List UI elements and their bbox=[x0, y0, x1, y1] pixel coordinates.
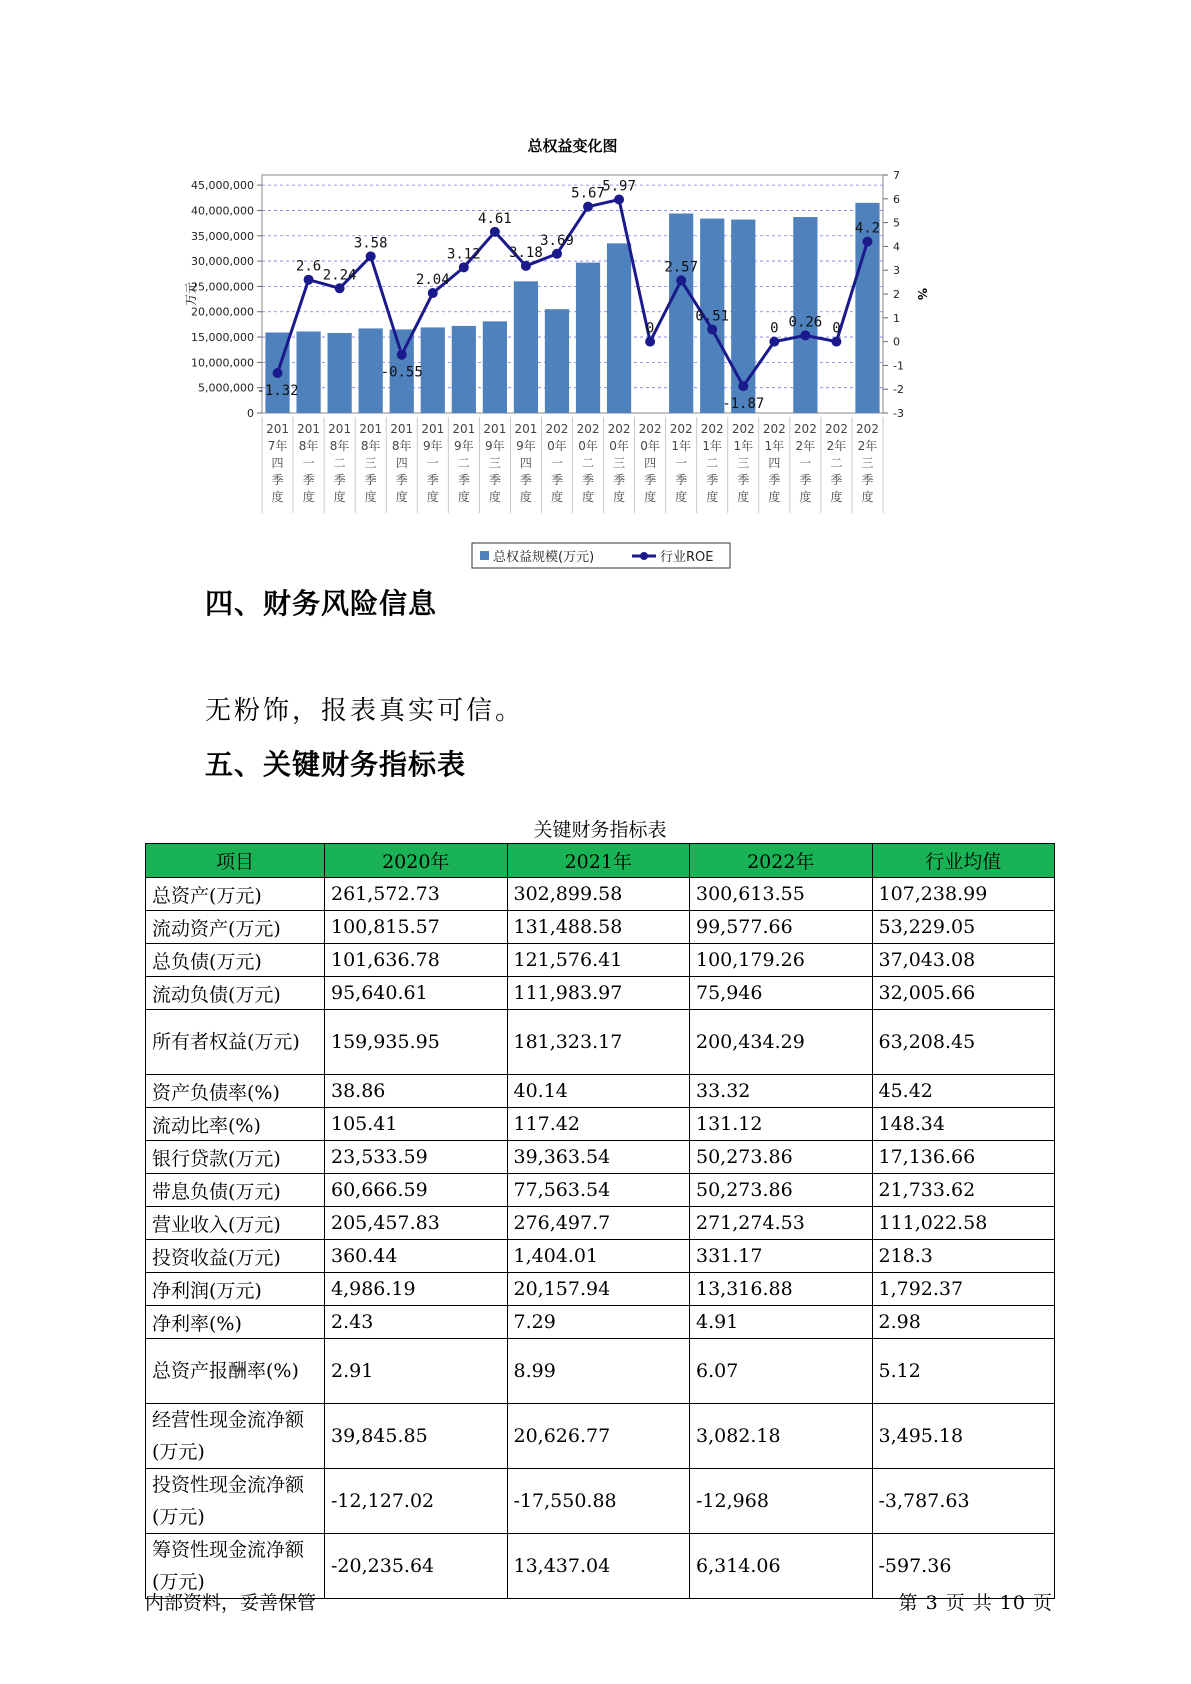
table-row bbox=[146, 944, 1055, 977]
cell-value: -17,550.88 bbox=[507, 1469, 690, 1534]
cell-value: 38.86 bbox=[325, 1075, 508, 1108]
x-tick-label: 季 bbox=[830, 473, 843, 487]
cell-value: 13,316.88 bbox=[690, 1273, 873, 1306]
row-label: 经营性现金流净额(万元) bbox=[146, 1404, 325, 1469]
bar bbox=[514, 281, 538, 413]
legend-label-equity: 总权益规模(万元) bbox=[493, 550, 595, 565]
x-tick-label: 季 bbox=[488, 473, 501, 487]
cell-value: -20,235.64 bbox=[325, 1534, 508, 1599]
row-label: 总负债(万元) bbox=[146, 944, 325, 977]
header-industry-avg: 行业均值 bbox=[872, 844, 1055, 878]
x-tick-label: 9年 bbox=[516, 439, 536, 453]
table-row bbox=[146, 1469, 1055, 1534]
cell-value: 95,640.61 bbox=[325, 977, 508, 1010]
x-tick-label: 度 bbox=[737, 490, 750, 504]
footer-confidential: 内部资料，妥善保管 bbox=[145, 1592, 317, 1614]
cell-value: 300,613.55 bbox=[690, 878, 873, 911]
table-row bbox=[146, 977, 1055, 1010]
bar bbox=[607, 243, 631, 413]
x-tick-label: 一 bbox=[550, 456, 563, 470]
table-row bbox=[146, 1207, 1055, 1240]
roe-data-label: 2.57 bbox=[664, 259, 699, 276]
y-tick-label: 15,000,000 bbox=[191, 331, 254, 345]
roe-point bbox=[738, 381, 748, 391]
roe-data-label: 2.6 bbox=[295, 258, 322, 275]
y2-tick-label: 5 bbox=[893, 216, 900, 230]
roe-data-label: -1.87 bbox=[722, 396, 765, 413]
x-tick-label: 四 bbox=[395, 456, 408, 470]
y2-tick-label: 1 bbox=[893, 311, 900, 325]
x-tick-label: 1年 bbox=[733, 439, 754, 453]
x-tick-label: 季 bbox=[799, 473, 812, 487]
cell-value: 37,043.08 bbox=[872, 944, 1055, 977]
legend-swatch-point bbox=[640, 552, 648, 560]
x-tick-label: 202 bbox=[856, 422, 879, 436]
x-tick-label: 202 bbox=[638, 422, 662, 436]
x-tick-label: 二 bbox=[706, 456, 719, 470]
roe-data-label: 0.51 bbox=[695, 308, 730, 325]
roe-point bbox=[397, 350, 407, 360]
cell-value: -3,787.63 bbox=[872, 1469, 1055, 1534]
roe-data-label: -0.55 bbox=[380, 364, 423, 381]
x-tick-label: 季 bbox=[861, 473, 874, 487]
x-tick-label: 一 bbox=[799, 456, 812, 470]
cell-value: 4.91 bbox=[690, 1306, 873, 1339]
x-tick-label: 202 bbox=[607, 422, 631, 436]
cell-value: 100,179.26 bbox=[690, 944, 873, 977]
cell-value: 5.12 bbox=[872, 1339, 1055, 1404]
roe-point bbox=[304, 275, 314, 285]
cell-value: 17,136.66 bbox=[872, 1141, 1055, 1174]
row-label: 流动负债(万元) bbox=[146, 977, 325, 1010]
cell-value: 121,576.41 bbox=[507, 944, 690, 977]
table-row bbox=[146, 1306, 1055, 1339]
x-tick-label: 9年 bbox=[485, 439, 505, 453]
cell-value: 4,986.19 bbox=[325, 1273, 508, 1306]
x-tick-label: 202 bbox=[669, 422, 693, 436]
roe-data-label: -1.32 bbox=[256, 383, 299, 400]
x-tick-label: 8年 bbox=[298, 439, 319, 453]
bar bbox=[328, 333, 352, 413]
x-tick-label: 季 bbox=[737, 473, 750, 487]
roe-data-label: 2.04 bbox=[415, 272, 450, 289]
x-tick-label: 0年 bbox=[547, 439, 567, 453]
table-row bbox=[146, 911, 1055, 944]
x-tick-label: 201 bbox=[297, 422, 321, 436]
bar bbox=[545, 309, 569, 413]
row-label: 带息负债(万元) bbox=[146, 1174, 325, 1207]
chart-title: 总权益变化图 bbox=[527, 137, 618, 155]
legend-swatch-bar bbox=[480, 551, 489, 560]
table-row bbox=[146, 878, 1055, 911]
x-tick-label: 202 bbox=[793, 422, 817, 436]
x-tick-label: 季 bbox=[364, 473, 377, 487]
x-tick-label: 度 bbox=[644, 490, 657, 504]
x-tick-label: 度 bbox=[271, 490, 284, 504]
roe-data-label: 3.58 bbox=[353, 235, 388, 252]
x-tick-label: 季 bbox=[644, 473, 657, 487]
cell-value: 99,577.66 bbox=[690, 911, 873, 944]
roe-data-label: 4.2 bbox=[854, 220, 881, 237]
cell-value: -12,968 bbox=[690, 1469, 873, 1534]
x-tick-label: 季 bbox=[550, 473, 563, 487]
section-4-text: 无粉饰，报表真实可信。 bbox=[205, 696, 525, 726]
cell-value: 111,022.58 bbox=[872, 1207, 1055, 1240]
cell-value: 302,899.58 bbox=[507, 878, 690, 911]
header-item: 项目 bbox=[146, 844, 325, 878]
x-tick-label: 度 bbox=[488, 490, 501, 504]
cell-value: 181,323.17 bbox=[507, 1010, 690, 1075]
roe-point bbox=[614, 195, 624, 205]
y2-tick-label: 3 bbox=[893, 264, 900, 278]
x-tick-label: 一 bbox=[302, 456, 315, 470]
x-tick-label: 度 bbox=[395, 490, 408, 504]
x-tick-label: 201 bbox=[421, 422, 445, 436]
roe-point bbox=[366, 251, 376, 261]
roe-point bbox=[273, 368, 283, 378]
x-tick-label: 2年 bbox=[826, 439, 847, 453]
cell-value: 6.07 bbox=[690, 1339, 873, 1404]
x-tick-label: 0年 bbox=[609, 439, 629, 453]
y-tick-label: 5,000,000 bbox=[198, 381, 254, 395]
cell-value: 50,273.86 bbox=[690, 1141, 873, 1174]
x-tick-label: 季 bbox=[426, 473, 439, 487]
plot-area bbox=[262, 175, 883, 413]
x-tick-label: 2年 bbox=[857, 439, 878, 453]
row-label: 净利润(万元) bbox=[146, 1273, 325, 1306]
cell-value: 45.42 bbox=[872, 1075, 1055, 1108]
roe-point bbox=[831, 337, 841, 347]
equity-chart bbox=[180, 135, 1000, 595]
x-tick-label: 202 bbox=[762, 422, 786, 436]
x-tick-label: 度 bbox=[861, 490, 874, 504]
x-tick-label: 度 bbox=[768, 490, 781, 504]
table-row bbox=[146, 1339, 1055, 1404]
table-caption: 关键财务指标表 bbox=[533, 819, 667, 841]
x-tick-label: 季 bbox=[613, 473, 626, 487]
x-tick-label: 三 bbox=[488, 456, 501, 470]
row-label: 筹资性现金流净额(万元) bbox=[146, 1534, 325, 1599]
cell-value: 8.99 bbox=[507, 1339, 690, 1404]
cell-value: 271,274.53 bbox=[690, 1207, 873, 1240]
roe-data-label: 3.18 bbox=[509, 244, 543, 261]
header-2021: 2021年 bbox=[507, 844, 690, 878]
y2-tick-label: -2 bbox=[893, 383, 904, 397]
cell-value: 3,495.18 bbox=[872, 1404, 1055, 1469]
x-tick-label: 8年 bbox=[329, 439, 350, 453]
cell-value: 131,488.58 bbox=[507, 911, 690, 944]
x-tick-label: 度 bbox=[457, 490, 470, 504]
table-header-row bbox=[146, 844, 1055, 878]
cell-value: 200,434.29 bbox=[690, 1010, 873, 1075]
table-row bbox=[146, 1273, 1055, 1306]
cell-value: 50,273.86 bbox=[690, 1174, 873, 1207]
x-tick-label: 三 bbox=[613, 456, 626, 470]
cell-value: 2.98 bbox=[872, 1306, 1055, 1339]
x-tick-label: 度 bbox=[799, 490, 812, 504]
x-tick-label: 8年 bbox=[391, 439, 412, 453]
section-5-title: 五、关键财务指标表 bbox=[205, 748, 467, 781]
roe-data-label: 5.67 bbox=[571, 185, 605, 202]
cell-value: 360.44 bbox=[325, 1240, 508, 1273]
x-tick-label: 季 bbox=[768, 473, 781, 487]
row-label: 净利率(%) bbox=[146, 1306, 325, 1339]
x-tick-label: 度 bbox=[830, 490, 843, 504]
x-tick-label: 度 bbox=[364, 490, 377, 504]
roe-data-label: 0.26 bbox=[788, 314, 823, 331]
table-row bbox=[146, 1010, 1055, 1075]
cell-value: -12,127.02 bbox=[325, 1469, 508, 1534]
x-tick-label: 季 bbox=[675, 473, 688, 487]
key-financial-table bbox=[145, 843, 1055, 1599]
bar bbox=[576, 263, 600, 413]
roe-point bbox=[862, 237, 872, 247]
x-tick-label: 季 bbox=[333, 473, 346, 487]
cell-value: 21,733.62 bbox=[872, 1174, 1055, 1207]
cell-value: 2.91 bbox=[325, 1339, 508, 1404]
cell-value: 101,636.78 bbox=[325, 944, 508, 977]
x-tick-label: 度 bbox=[613, 490, 626, 504]
table-row bbox=[146, 1174, 1055, 1207]
x-tick-label: 季 bbox=[582, 473, 595, 487]
cell-value: 39,845.85 bbox=[325, 1404, 508, 1469]
cell-value: 3,082.18 bbox=[690, 1404, 873, 1469]
roe-point bbox=[676, 275, 686, 285]
roe-data-label: 2.24 bbox=[322, 267, 357, 284]
roe-data-label: 0 bbox=[770, 320, 779, 337]
cell-value: 131.12 bbox=[690, 1108, 873, 1141]
roe-point bbox=[521, 261, 531, 271]
cell-value: 117.42 bbox=[507, 1108, 690, 1141]
x-tick-label: 202 bbox=[824, 422, 848, 436]
row-label: 总资产报酬率(%) bbox=[146, 1339, 325, 1404]
cell-value: 75,946 bbox=[690, 977, 873, 1010]
row-label: 流动比率(%) bbox=[146, 1108, 325, 1141]
table-row bbox=[146, 1141, 1055, 1174]
x-tick-label: 度 bbox=[675, 490, 688, 504]
cell-value: -597.36 bbox=[872, 1534, 1055, 1599]
cell-value: 111,983.97 bbox=[507, 977, 690, 1010]
x-tick-label: 度 bbox=[333, 490, 346, 504]
cell-value: 100,815.57 bbox=[325, 911, 508, 944]
y2-tick-label: -1 bbox=[893, 359, 904, 373]
x-tick-label: 季 bbox=[519, 473, 532, 487]
table-row bbox=[146, 1108, 1055, 1141]
x-tick-label: 2年 bbox=[795, 439, 816, 453]
table-row bbox=[146, 1075, 1055, 1108]
cell-value: 20,626.77 bbox=[507, 1404, 690, 1469]
cell-value: 205,457.83 bbox=[325, 1207, 508, 1240]
roe-data-label: 0 bbox=[832, 320, 841, 337]
x-tick-label: 度 bbox=[582, 490, 595, 504]
roe-point bbox=[769, 337, 779, 347]
row-label: 投资性现金流净额(万元) bbox=[146, 1469, 325, 1534]
roe-data-label: 0 bbox=[645, 320, 655, 337]
row-label: 资产负债率(%) bbox=[146, 1075, 325, 1108]
x-tick-label: 201 bbox=[359, 422, 383, 436]
y2-tick-label: -3 bbox=[893, 407, 904, 420]
row-label: 总资产(万元) bbox=[146, 878, 325, 911]
cell-value: 107,238.99 bbox=[872, 878, 1055, 911]
bar bbox=[452, 326, 476, 413]
cell-value: 40.14 bbox=[507, 1075, 690, 1108]
x-tick-label: 二 bbox=[333, 456, 346, 470]
x-tick-label: 二 bbox=[582, 456, 595, 470]
cell-value: 32,005.66 bbox=[872, 977, 1055, 1010]
y-tick-label: 25,000,000 bbox=[191, 280, 254, 294]
cell-value: 261,572.73 bbox=[325, 878, 508, 911]
x-tick-label: 202 bbox=[576, 422, 600, 436]
roe-point bbox=[645, 337, 655, 347]
x-tick-label: 一 bbox=[426, 456, 439, 470]
row-label: 投资收益(万元) bbox=[146, 1240, 325, 1273]
cell-value: 218.3 bbox=[872, 1240, 1055, 1273]
cell-value: 20,157.94 bbox=[507, 1273, 690, 1306]
roe-point bbox=[583, 202, 593, 212]
y-tick-label: 30,000,000 bbox=[191, 255, 254, 269]
cell-value: 148.34 bbox=[872, 1108, 1055, 1141]
cell-value: 77,563.54 bbox=[507, 1174, 690, 1207]
x-tick-label: 1年 bbox=[702, 439, 723, 453]
cell-value: 276,497.7 bbox=[507, 1207, 690, 1240]
row-label: 营业收入(万元) bbox=[146, 1207, 325, 1240]
x-tick-label: 0年 bbox=[640, 439, 660, 453]
y2-tick-label: 0 bbox=[893, 335, 900, 349]
roe-point bbox=[707, 324, 717, 334]
x-tick-label: 201 bbox=[328, 422, 352, 436]
x-tick-label: 四 bbox=[768, 456, 781, 470]
table-row bbox=[146, 1404, 1055, 1469]
table-row bbox=[146, 1240, 1055, 1273]
cell-value: 13,437.04 bbox=[507, 1534, 690, 1599]
roe-data-label: 5.97 bbox=[602, 178, 636, 195]
x-tick-label: 度 bbox=[550, 490, 563, 504]
cell-value: 1,792.37 bbox=[872, 1273, 1055, 1306]
x-tick-label: 8年 bbox=[360, 439, 381, 453]
x-tick-label: 201 bbox=[452, 422, 476, 436]
bar bbox=[359, 328, 383, 413]
header-2020: 2020年 bbox=[325, 844, 508, 878]
cell-value: 159,935.95 bbox=[325, 1010, 508, 1075]
x-tick-label: 201 bbox=[483, 422, 507, 436]
x-tick-label: 季 bbox=[302, 473, 315, 487]
roe-point bbox=[335, 283, 345, 293]
x-tick-label: 度 bbox=[706, 490, 719, 504]
x-tick-label: 度 bbox=[426, 490, 439, 504]
roe-point bbox=[428, 288, 438, 298]
x-tick-label: 202 bbox=[731, 422, 755, 436]
x-tick-label: 二 bbox=[830, 456, 843, 470]
x-tick-label: 201 bbox=[266, 422, 289, 436]
roe-point bbox=[459, 262, 469, 272]
bar bbox=[483, 321, 507, 413]
header-2022: 2022年 bbox=[690, 844, 873, 878]
x-tick-label: 二 bbox=[457, 456, 470, 470]
y-tick-label: 45,000,000 bbox=[191, 179, 254, 193]
y2-tick-label: 7 bbox=[893, 169, 900, 182]
roe-point bbox=[490, 227, 500, 237]
roe-data-label: 4.61 bbox=[478, 210, 512, 227]
bar bbox=[421, 327, 445, 413]
cell-value: 39,363.54 bbox=[507, 1141, 690, 1174]
roe-point bbox=[552, 249, 562, 259]
roe-data-label: 3.12 bbox=[446, 246, 481, 263]
cell-value: 63,208.45 bbox=[872, 1010, 1055, 1075]
x-tick-label: 7年 bbox=[267, 439, 288, 453]
y-tick-label: 10,000,000 bbox=[191, 356, 254, 370]
y-tick-label: 35,000,000 bbox=[191, 229, 254, 243]
x-tick-label: 三 bbox=[861, 456, 874, 470]
cell-value: 7.29 bbox=[507, 1306, 690, 1339]
x-tick-label: 四 bbox=[644, 456, 657, 470]
x-tick-label: 四 bbox=[271, 456, 284, 470]
cell-value: 53,229.05 bbox=[872, 911, 1055, 944]
cell-value: 2.43 bbox=[325, 1306, 508, 1339]
x-tick-label: 202 bbox=[700, 422, 724, 436]
cell-value: 33.32 bbox=[690, 1075, 873, 1108]
row-label: 流动资产(万元) bbox=[146, 911, 325, 944]
y2-axis-label: % bbox=[915, 287, 929, 301]
x-tick-label: 度 bbox=[519, 490, 532, 504]
x-tick-label: 四 bbox=[519, 456, 532, 470]
x-tick-label: 季 bbox=[706, 473, 719, 487]
y-axis-label: 万元 bbox=[184, 281, 198, 307]
x-tick-label: 201 bbox=[514, 422, 538, 436]
y-tick-label: 0 bbox=[247, 407, 254, 420]
x-tick-label: 一 bbox=[675, 456, 688, 470]
cell-value: 105.41 bbox=[325, 1108, 508, 1141]
x-tick-label: 9年 bbox=[422, 439, 443, 453]
roe-data-label: 3.69 bbox=[540, 232, 574, 249]
roe-point bbox=[800, 330, 810, 340]
cell-value: 1,404.01 bbox=[507, 1240, 690, 1273]
x-tick-label: 1年 bbox=[671, 439, 691, 453]
row-label: 银行贷款(万元) bbox=[146, 1141, 325, 1174]
x-tick-label: 季 bbox=[395, 473, 408, 487]
cell-value: 23,533.59 bbox=[325, 1141, 508, 1174]
x-tick-label: 度 bbox=[302, 490, 315, 504]
x-tick-label: 1年 bbox=[764, 439, 785, 453]
x-tick-label: 201 bbox=[390, 422, 414, 436]
row-label: 所有者权益(万元) bbox=[146, 1010, 325, 1075]
section-4-title: 四、财务风险信息 bbox=[205, 587, 438, 620]
y-tick-label: 40,000,000 bbox=[191, 204, 254, 218]
bar bbox=[296, 331, 320, 413]
x-tick-label: 202 bbox=[545, 422, 569, 436]
cell-value: 6,314.06 bbox=[690, 1534, 873, 1599]
y2-tick-label: 2 bbox=[893, 288, 900, 301]
legend-label-roe: 行业ROE bbox=[660, 550, 714, 565]
y2-tick-label: 6 bbox=[893, 192, 900, 206]
x-tick-label: 三 bbox=[737, 456, 750, 470]
cell-value: 60,666.59 bbox=[325, 1174, 508, 1207]
x-tick-label: 9年 bbox=[454, 439, 474, 453]
bar bbox=[669, 213, 693, 413]
y-tick-label: 20,000,000 bbox=[191, 305, 254, 319]
y2-tick-label: 4 bbox=[893, 240, 900, 254]
x-tick-label: 0年 bbox=[578, 439, 598, 453]
x-tick-label: 季 bbox=[271, 473, 284, 487]
cell-value: 331.17 bbox=[690, 1240, 873, 1273]
x-tick-label: 三 bbox=[364, 456, 377, 470]
page-number: 第 3 页 共 10 页 bbox=[898, 1592, 1053, 1614]
x-tick-label: 季 bbox=[457, 473, 470, 487]
